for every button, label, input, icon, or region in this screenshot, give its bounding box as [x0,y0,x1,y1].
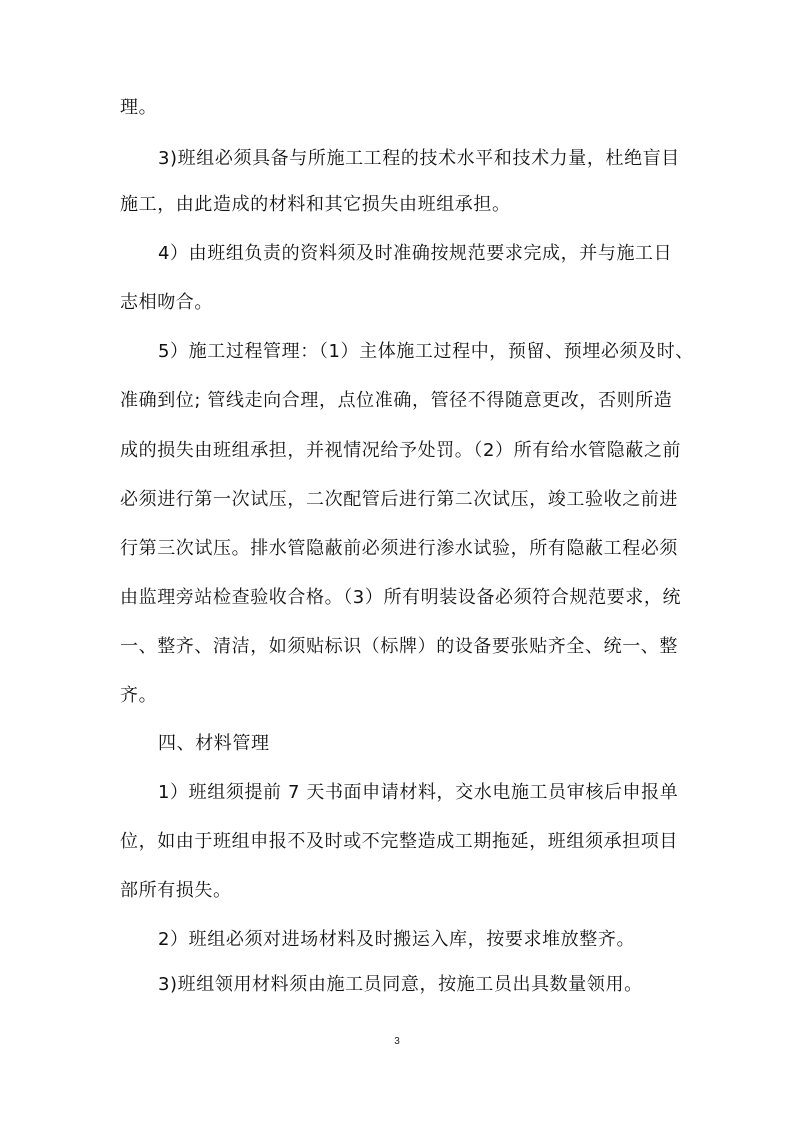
section-heading-text: 四、材料管理 [158,733,270,754]
paragraph-line: 齐。 [120,685,158,706]
paragraph-line: 成的损失由班组承担，并视情况给予处罚。（2）所有给水管隐蔽之前 [120,440,682,461]
paragraph-line: 理。 [120,97,158,118]
paragraph-line: 3)班组必须具备与所施工工程的技术水平和技术力量，杜绝盲目 [158,148,680,169]
paragraph-line: 行第三次试压。排水管隐蔽前必须进行渗水试验，所有隐蔽工程必须 [120,538,678,559]
paragraph-line: 由监理旁站检查验收合格。（3）所有明装设备必须符合规范要求，统 [120,587,682,608]
paragraph-line: 位，如由于班组申报不及时或不完整造成工期拖延，班组须承担项目 [120,831,678,852]
paragraph-line: 1）班组须提前 7 天书面申请材料，交水电施工员审核后申报单 [158,782,679,803]
paragraph-line: 2）班组必须对进场材料及时搬运入库，按要求堆放整齐。 [158,929,636,950]
page-number: 3 [394,1036,400,1047]
paragraph-line: 部所有损失。 [120,880,232,901]
paragraph-line: 5）施工过程管理：（1）主体施工过程中，预留、预埋必须及时、 [158,341,694,362]
paragraph-line: 必须进行第一次试压，二次配管后进行第二次试压，竣工验收之前进 [120,489,678,510]
paragraph-line: 4）由班组负责的资料须及时准确按规范要求完成，并与施工日 [158,243,673,264]
paragraph-line: 准确到位; 管线走向合理，点位准确，管径不得随意更改，否则所造 [120,390,673,411]
paragraph-line: 一、整齐、清洁，如须贴标识（标牌）的设备要张贴齐全、统一、整 [120,636,678,657]
paragraph-line: 3)班组领用材料须由施工员同意，按施工员出具数量领用。 [158,974,643,995]
paragraph-line: 施工，由此造成的材料和其它损失由班组承担。 [120,194,511,215]
paragraph-line: 志相吻合。 [120,292,213,313]
